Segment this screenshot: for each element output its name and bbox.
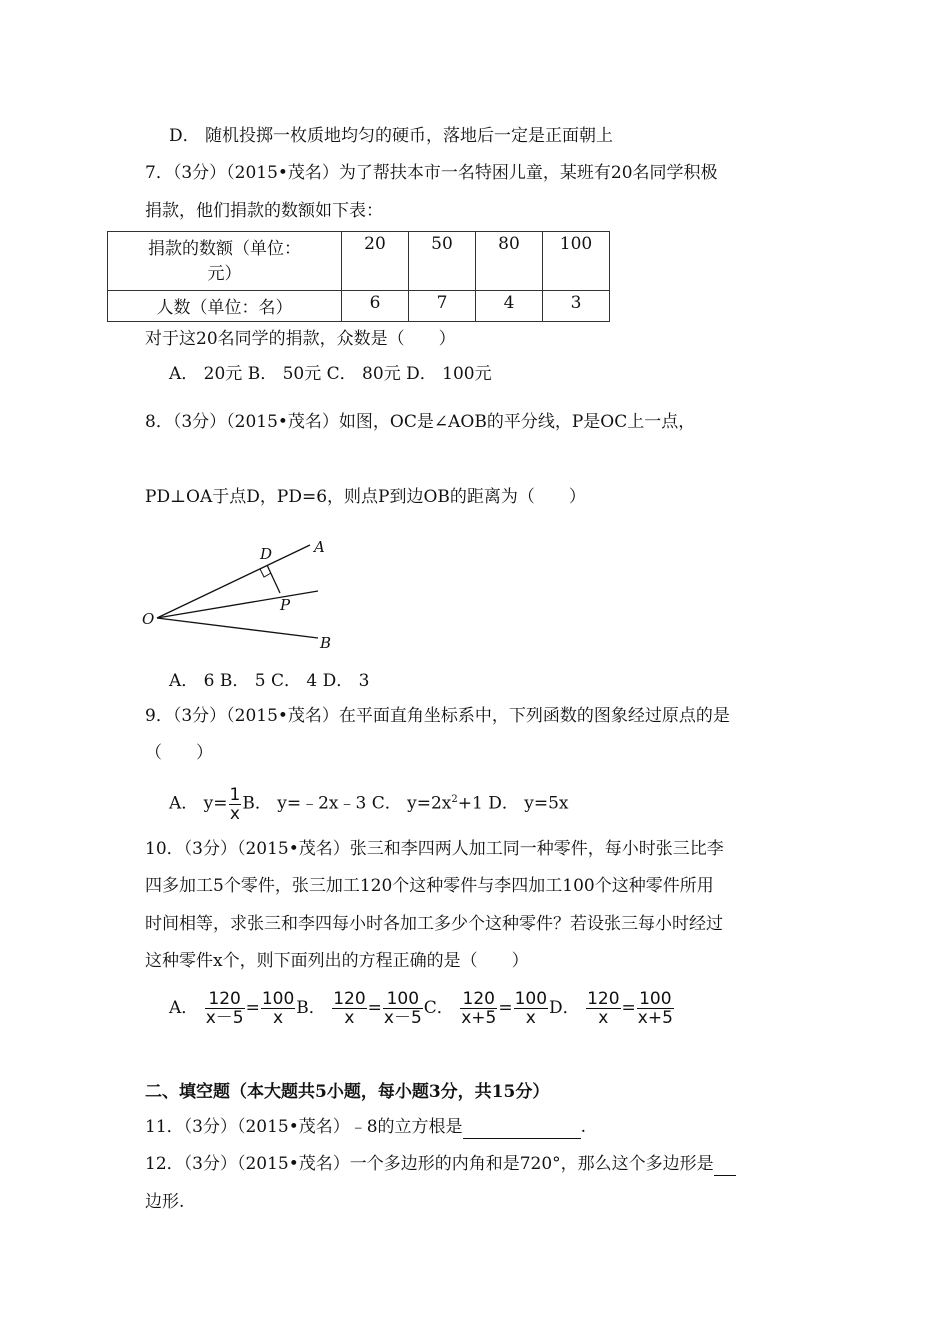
q9-stem-line1: 9．（3分）（2015•茂名）在平面直角坐标系中，下列函数的图象经过原点的是 bbox=[145, 706, 730, 726]
table-row bbox=[108, 232, 610, 291]
angle-bisector-figure bbox=[138, 535, 358, 655]
q10-stem-line3: 时间相等，求张三和李四每小时各加工多少个这种零件？若设张三每小时经过 bbox=[145, 914, 723, 934]
table-cell: 80 bbox=[476, 232, 543, 291]
fraction: $\frac{1}{x}$ bbox=[229, 784, 241, 824]
fraction: $\frac{100}{x}$ bbox=[261, 989, 295, 1028]
table-cell: 6 bbox=[342, 291, 409, 322]
segment-pd bbox=[267, 565, 280, 593]
table-cell: 7 bbox=[409, 291, 476, 322]
table-cell: 50 bbox=[409, 232, 476, 291]
q9-options: A． y= $\frac{1}{x}$ B． y=﹣2x﹣3 C． $y=2x^2+1$ D． y=5x bbox=[169, 784, 569, 824]
q12-stem-line2: 边形. bbox=[145, 1192, 185, 1212]
fraction: $\frac{120}{x}$ bbox=[333, 989, 366, 1028]
q7-stem-line1: 7．（3分）（2015•茂名）为了帮扶本市一名特困儿童，某班有20名同学积极 bbox=[145, 163, 718, 183]
answer-blank bbox=[463, 1120, 581, 1139]
label-o: O bbox=[142, 610, 155, 628]
q7-options: A． 20元 B． 50元 C． 80元 D． 100元 bbox=[169, 364, 492, 384]
table-cell: 100 bbox=[543, 232, 610, 291]
q9-stem-line2: （ ） bbox=[145, 743, 213, 763]
fraction: $\frac{120}{x-5}$ bbox=[205, 989, 244, 1028]
q7-question: 对于这20名同学的捐款，众数是（ ） bbox=[145, 329, 456, 349]
ray-oc bbox=[157, 591, 318, 618]
fraction: $\frac{100}{x-5}$ bbox=[383, 989, 422, 1028]
fraction: $\frac{120}{x}$ bbox=[587, 989, 620, 1028]
table-header-amount: 捐款的数额（单位： 元） bbox=[108, 232, 342, 291]
label-p: P bbox=[280, 596, 291, 614]
label-b: B bbox=[320, 634, 332, 652]
table-header-count: 人数（单位：名） bbox=[108, 291, 342, 322]
q8-stem-line2: PD⊥OA于点D，PD=6，则点P到边OB的距离为（ ） bbox=[145, 487, 586, 507]
table-cell: 3 bbox=[543, 291, 610, 322]
donation-table bbox=[107, 231, 610, 322]
fraction: $\frac{120}{x+5}$ bbox=[461, 989, 497, 1028]
table-cell: 4 bbox=[476, 291, 543, 322]
label-d: D bbox=[260, 545, 273, 563]
q10-stem-line4: 这种零件x个，则下面列出的方程正确的是（ ） bbox=[145, 951, 529, 971]
ray-ob bbox=[157, 618, 318, 638]
q8-stem-line1: 8．（3分）（2015•茂名）如图，OC是∠AOB的平分线，P是OC上一点， bbox=[145, 412, 696, 432]
q6-option-d: D． 随机投掷一枚质地均匀的硬币，落地后一定是正面朝上 bbox=[169, 126, 614, 146]
q12-stem-line1: 12．（3分）（2015•茂名）一个多边形的内角和是720°，那么这个多边形是 bbox=[145, 1152, 736, 1176]
fraction: $\frac{100}{x}$ bbox=[514, 989, 548, 1028]
q8-options: A． 6 B． 5 C． 4 D． 3 bbox=[169, 671, 370, 691]
q10-stem-line1: 10．（3分）（2015•茂名）张三和李四两人加工同一种零件，每小时张三比李 bbox=[145, 839, 724, 859]
section-title: 二、填空题（本大题共5小题，每小题3分，共15分） bbox=[145, 1082, 550, 1102]
q11-stem: 11．（3分）（2015•茂名）﹣8的立方根是 . bbox=[145, 1117, 586, 1137]
q10-options: A． $\frac{120}{x-5}$ = $\frac{100}{x}$ B． $\frac{120}{x}$ = $\frac{100}{x-5}$ C． $\frac{120}{x+5}$ = $\frac{100}{x}$ D． $\frac{120}{x}$ = $\frac{100}{x+5}$ bbox=[169, 989, 673, 1028]
answer-blank bbox=[714, 1157, 736, 1176]
fraction: $\frac{100}{x+5}$ bbox=[637, 989, 673, 1028]
q10-stem-line2: 四多加工5个零件，张三加工120个这种零件与李四加工100个这种零件所用 bbox=[145, 876, 714, 896]
table-row bbox=[108, 291, 610, 322]
q7-stem-line2: 捐款，他们捐款的数额如下表： bbox=[145, 201, 383, 221]
table-cell: 20 bbox=[342, 232, 409, 291]
label-a: A bbox=[314, 538, 325, 556]
